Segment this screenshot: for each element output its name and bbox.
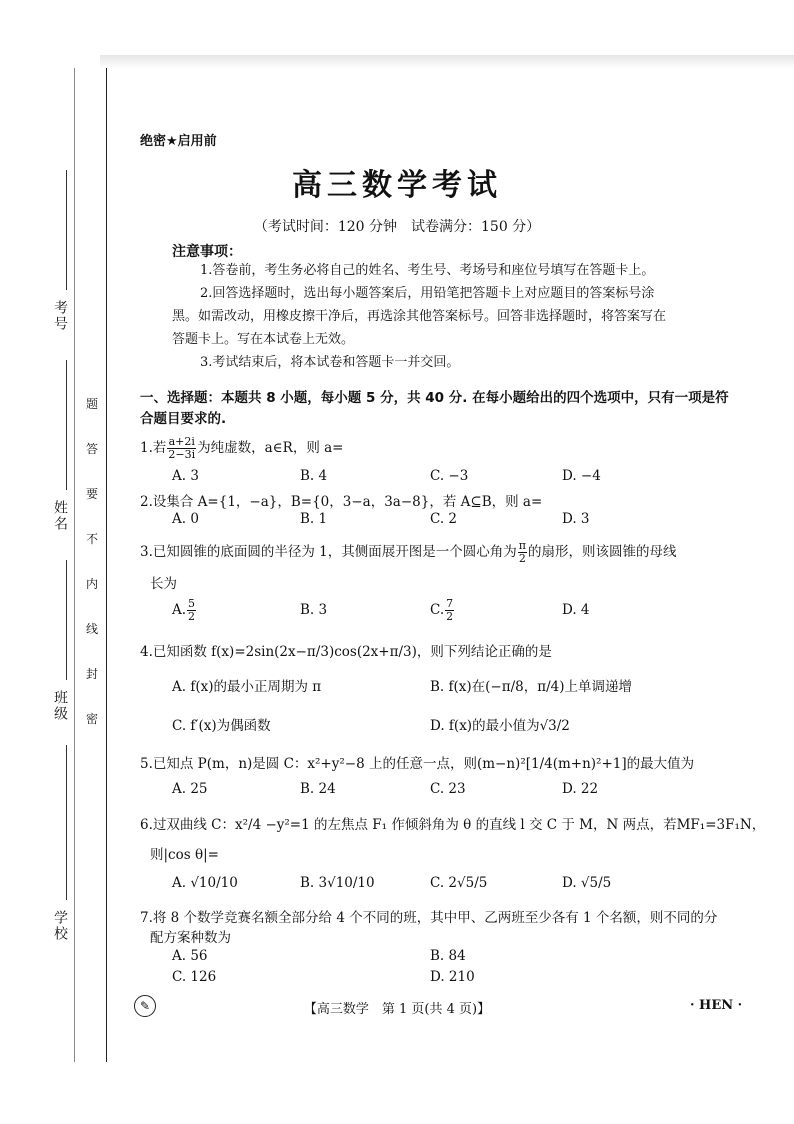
- note-line: 2.回答选择题时，选出每小题答案后，用铅笔把答题卡上对应题目的答案标号涂: [200, 286, 655, 301]
- note-line: 黑。如需改动，用橡皮擦干净后，再选涂其他答案标号。回答非选择题时，将答案写在: [172, 309, 667, 324]
- label-kaohao: 考号: [52, 300, 68, 332]
- seal-char: 要: [86, 487, 99, 501]
- q5-option-d: D. 22: [562, 781, 599, 797]
- q6-option-d: D. √5/5: [562, 875, 612, 891]
- q3-opt-c-den: 2: [446, 610, 454, 623]
- secret-mark: 绝密★启用前: [140, 134, 217, 149]
- q6-option-b: B. 3√10/10: [300, 875, 375, 891]
- q7-option-c: C. 126: [172, 969, 217, 985]
- q4-option-b: B. f(x)在(−π/8，π/4)上单调递增: [430, 679, 633, 695]
- q1-post: 为纯虚数，a∈R，则 a=: [197, 440, 344, 456]
- q3-pre: 3.已知圆锥的底面圆的半径为 1，其侧面展开图是一个圆心角为: [140, 544, 517, 560]
- q4-option-d: D. f(x)的最小值为√3/2: [430, 718, 570, 734]
- q3-fraction: [518, 540, 527, 565]
- field-line-xingming: [66, 360, 67, 490]
- q3-opt-a-num: 5: [188, 597, 196, 610]
- q3-opt-c-num: 7: [446, 597, 454, 610]
- q1-option-d: D. −4: [562, 468, 601, 484]
- q7-option-b: B. 84: [430, 948, 466, 964]
- seal-char: 答: [86, 442, 99, 456]
- q1-option-c: C. −3: [430, 468, 469, 484]
- q3-line2: 长为: [150, 576, 177, 592]
- seal-char: 封: [86, 667, 99, 681]
- q3-opt-a-label: A.: [172, 602, 187, 618]
- label-banji: 班级: [52, 690, 68, 722]
- notes-heading: 注意事项：: [172, 244, 242, 260]
- q2-option-b: B. 1: [300, 511, 328, 527]
- label-xuexiao: 学校: [52, 910, 68, 942]
- note-line: 1.答卷前，考生务必将自己的姓名、考生号、考场号和座位号填写在答题卡上。: [200, 263, 655, 278]
- q2-option-c: C. 2: [430, 511, 458, 527]
- seal-char: 内: [86, 577, 99, 591]
- q3-opt-a-frac: [187, 598, 196, 623]
- q3-opt-c-frac: [445, 598, 454, 623]
- seal-char: 线: [86, 622, 99, 636]
- page-title: 高三数学考试: [292, 168, 502, 203]
- q3-option-c: [430, 598, 455, 623]
- field-line-xuexiao: [66, 745, 67, 900]
- q1-frac-den: 2−3i: [168, 448, 196, 461]
- q7-option-d: D. 210: [430, 969, 475, 985]
- page-footer: 【高三数学 第 1 页(共 4 页)】: [303, 1002, 491, 1017]
- q6-option-a: A. √10/10: [172, 875, 238, 891]
- seal-char: 题: [86, 397, 99, 411]
- q3-opt-a-den: 2: [188, 610, 196, 623]
- q3-post: 的扇形，则该圆锥的母线: [528, 544, 677, 560]
- q3-option-b: B. 3: [300, 602, 328, 618]
- seal-char: 不: [86, 532, 99, 546]
- q6-line2: 则|cos θ|=: [150, 847, 219, 863]
- section-heading: 一、选择题：本题共 8 小题，每小题 5 分，共 40 分. 在每小题给出的四个选项中，只有一项是符合题目要求的.: [140, 390, 729, 427]
- q2-option-d: D. 3: [562, 511, 590, 527]
- question-6: 6.过双曲线 C：x²/4 −y²=1 的左焦点 F₁ 作倾斜角为 θ 的直线 l 交 C 于 M，N 两点，若MF₁=3F₁N，: [140, 817, 766, 833]
- publisher-logo-icon: ✎: [134, 995, 156, 1017]
- q4-option-a: A. f(x)的最小正周期为 π: [172, 679, 322, 695]
- q5-option-a: A. 25: [172, 781, 208, 797]
- q1-fraction: [167, 436, 196, 461]
- exam-info: （考试时间：120 分钟 试卷满分：150 分）: [253, 219, 541, 235]
- question-2: 2.设集合 A={1，−a}，B={0，3−a，3a−8}，若 A⊆B，则 a=: [140, 494, 543, 510]
- q5-option-c: C. 23: [430, 781, 466, 797]
- q3-option-a: [172, 598, 197, 623]
- field-line-banji: [66, 560, 67, 680]
- question-5: 5.已知点 P(m，n)是圆 C：x²+y²−8 上的任意一点，则(m−n)²[1/4(m+n)²+1]的最大值为: [140, 756, 695, 772]
- q5-option-b: B. 24: [300, 781, 336, 797]
- scan-shade: [100, 55, 794, 69]
- question-3: [140, 540, 677, 565]
- seal-char: 密: [86, 712, 99, 726]
- question-7: 7.将 8 个数学竞赛名额全部分给 4 个不同的班，其中甲、乙两班至少各有 1 个名额，则不同的分: [140, 910, 718, 926]
- q7-line2: 配方案种数为: [150, 930, 231, 946]
- label-xingming: 姓名: [52, 500, 68, 532]
- q1-pre: 1.若: [140, 440, 167, 456]
- q3-frac-den: 2: [518, 552, 526, 565]
- note-line: 答题卡上。写在本试卷上无效。: [172, 332, 355, 347]
- q1-frac-num: a+2i: [168, 435, 195, 448]
- q3-opt-c-label: C.: [430, 602, 445, 618]
- q7-option-a: A. 56: [172, 948, 208, 964]
- q4-option-c: C. f′(x)为偶函数: [172, 718, 271, 734]
- q6-option-c: C. 2√5/5: [430, 875, 488, 891]
- question-4: 4.已知函数 f(x)=2sin(2x−π/3)cos(2x+π/3)，则下列结论正确的是: [140, 644, 552, 660]
- q3-option-d: D. 4: [562, 602, 590, 618]
- q2-option-a: A. 0: [172, 511, 199, 527]
- q3-frac-num: π: [518, 539, 526, 552]
- q1-option-a: A. 3: [172, 468, 199, 484]
- q1-option-b: B. 4: [300, 468, 328, 484]
- note-line: 3.考试结束后，将本试卷和答题卡一并交回。: [200, 355, 460, 370]
- footer-code: · HEN ·: [690, 998, 743, 1013]
- question-1: [140, 436, 343, 461]
